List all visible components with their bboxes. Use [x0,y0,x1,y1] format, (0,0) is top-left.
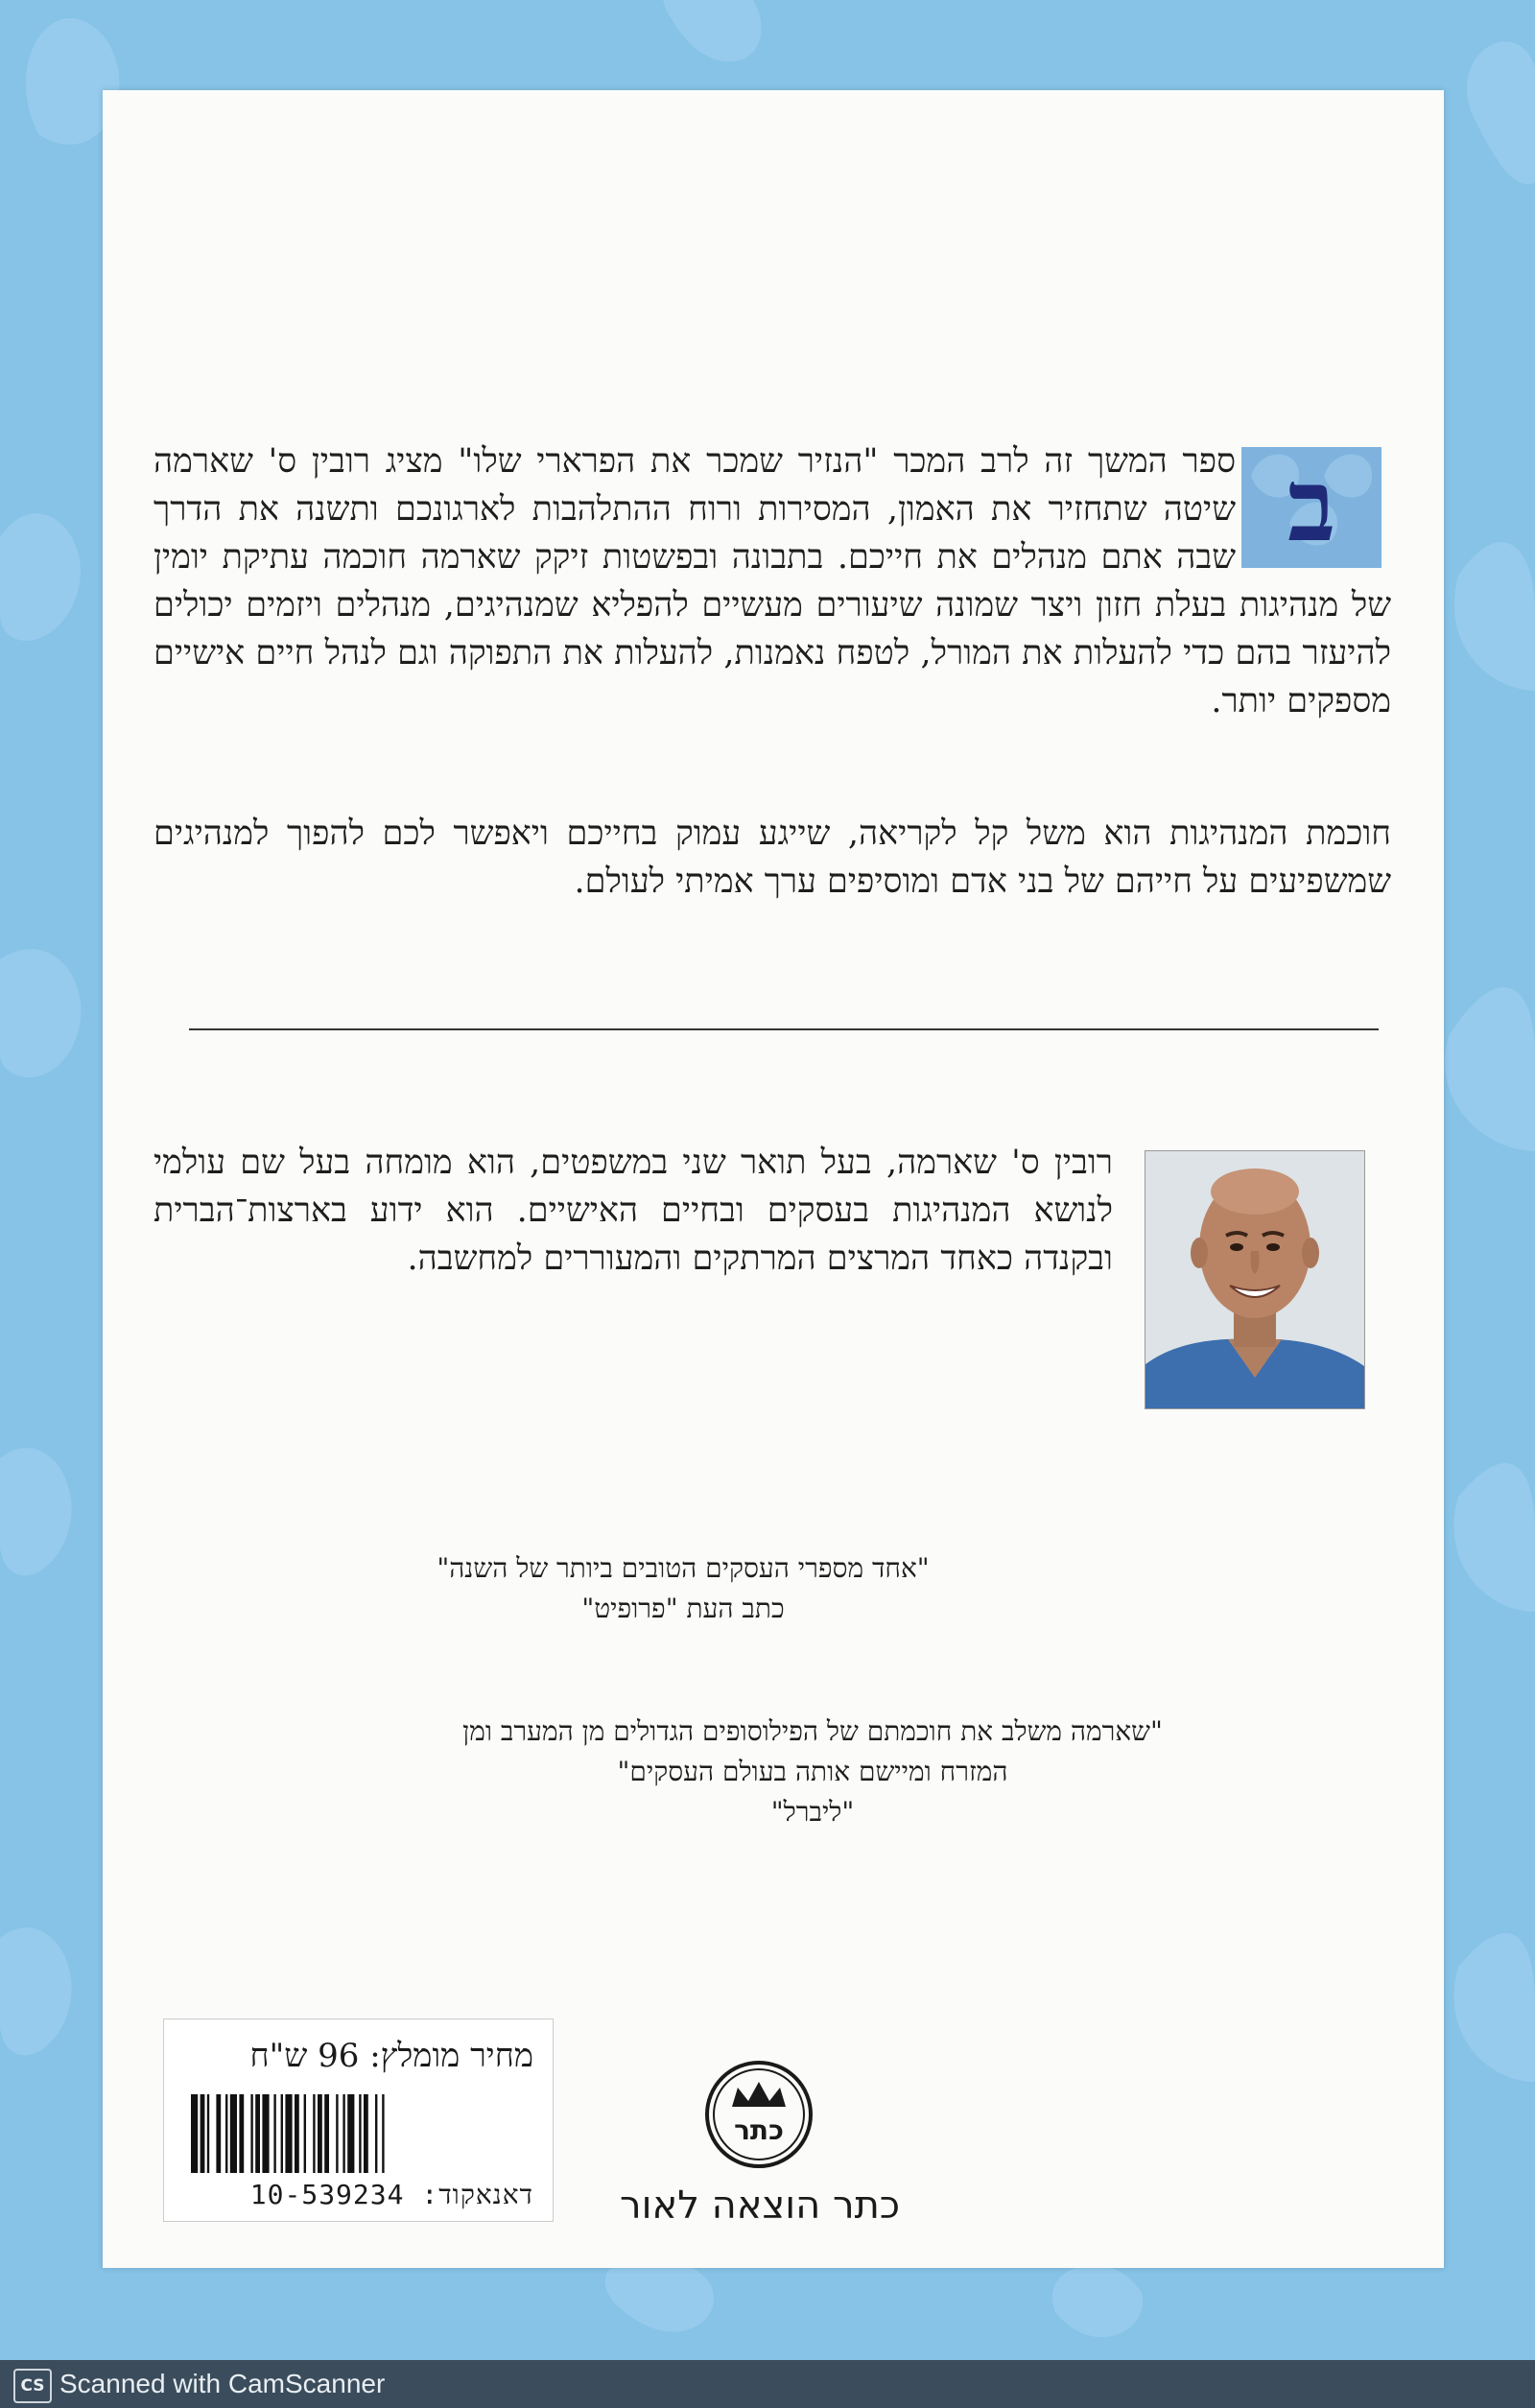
author-bio: רובין ס' שארמה, בעל תואר שני במשפטים, הוא מומחה בעל שם עולמי לנושא המנהיגות בעסקים ובחיים האישיים. הוא ידוע בארצות־הברית ובקנדה כאחד המרצים המרתקים והמעוררים למחשבה. [154,1144,1113,1278]
scanner-footer [0,2360,1535,2408]
barcode-bar [359,2094,361,2173]
description-paragraph-1 [154,437,1391,725]
barcode-bar [225,2094,227,2173]
barcode-bar [364,2094,368,2173]
drop-cap-letter: ב [1287,447,1336,564]
barcode-bar [262,2094,269,2173]
barcode-bar [347,2094,354,2173]
scanner-watermark-text: Scanned with CamScanner [59,2369,386,2398]
barcode-bar [285,2094,292,2173]
price-label: מחיר מומלץ: 96 ש"ח [249,2037,533,2075]
review-quote-2-source: "ליברל" [770,1796,855,1828]
barcode-bar [250,2094,252,2173]
camscanner-icon: CS [13,2369,52,2403]
barcode-bar [281,2094,283,2173]
price-sticker [163,2018,554,2222]
review-quote-1-text: "אחד מספרי העסקים הטובים ביותר של השנה" [437,1552,930,1584]
catalog-code: דאנאקוד: 10-539234 [249,2179,533,2210]
review-quote-2 [314,1712,1311,1832]
barcode-bar [375,2094,377,2173]
review-quote-1-source: כתב העת "פרופיט" [581,1593,785,1624]
barcode [191,2094,531,2173]
barcode-bar [239,2094,244,2173]
section-divider [189,1028,1379,1030]
barcode-bar [207,2094,209,2173]
barcode-bar [313,2094,315,2173]
barcode-bar [336,2094,338,2173]
review-quote-2-text-line-1: "שארמה משלב את חוכמתם של הפילוסופים הגדולים מן המערב ומן [462,1715,1163,1747]
text-panel [103,90,1444,2268]
barcode-bar [216,2094,221,2173]
barcode-bar [382,2094,384,2173]
barcode-bar [295,2094,299,2173]
description-text-1: ספר המשך זה לרב המכר "הנזיר שמכר את הפרארי שלו" מציג רובין ס' שארמה שיטה שתחזיר את האמון, המסירות ורוח ההתלהבות לארגונכם ותשנה את הדרך שבה אתם מנהלים את חייכם. בתבונה ובפשטות זיקק שארמה חוכמה עתיקת יומין של מנהיגות בעלת חזון ויצר שמונה שיעורים מעשיים להפליא שמנהיגים, מנהלים ויזמים יכולים להיעזר בהם כדי להעלות את המורל, לטפח נאמנות, להעלות את התפוקה וגם לנהל חיים אישיים מספקים יותר. [154,442,1391,720]
author-portrait-icon [1145,1151,1364,1408]
barcode-bar [273,2094,275,2173]
barcode-bar [304,2094,306,2173]
author-photo [1145,1150,1365,1409]
publisher-name: כתר הוצאה לאור [619,2184,901,2228]
crown-emblem-icon [703,2059,815,2170]
barcode-bar [201,2094,205,2173]
publisher-logo-text: כתר [734,2114,784,2146]
barcode-bar [324,2094,329,2173]
barcode-bar [318,2094,322,2173]
barcode-bar [230,2094,237,2173]
review-quote-1 [371,1548,995,1629]
barcode-bar [191,2094,198,2173]
review-quote-2-text-line-2: המזרח ומיישם אותה בעולם העסקים" [617,1756,1008,1787]
barcode-bar [342,2094,344,2173]
barcode-bar [255,2094,260,2173]
description-paragraph-2: חוכמת המנהיגות הוא משל קל לקריאה, שייגע עמוק בחייכם ויאפשר לכם להפוך למנהיגים שמשפיעים על חייהם של בני אדם ומוסיפים ערך אמיתי לעולם. [154,814,1391,901]
